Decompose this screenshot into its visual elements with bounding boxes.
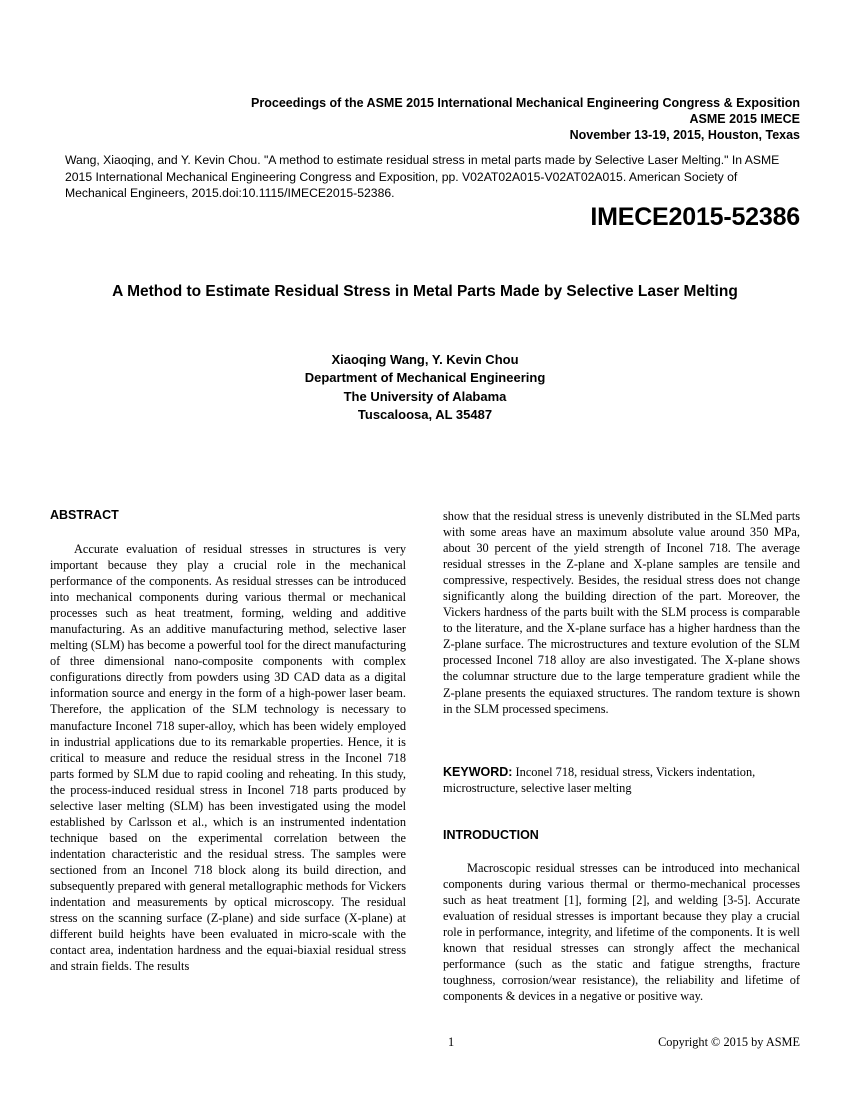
page-number: 1 — [448, 1035, 455, 1049]
keywords — [443, 764, 800, 796]
copyright: Copyright © 2015 by ASME — [658, 1035, 800, 1049]
author-names: Xiaoqing Wang, Y. Kevin Chou — [331, 352, 519, 367]
keywords-label: KEYWORD: — [443, 765, 513, 779]
abstract-body-left — [50, 541, 406, 974]
paper-title: A Method to Estimate Residual Stress in Metal Parts Made by Selective Laser Melting — [112, 283, 738, 300]
proceedings-line-3: November 13-19, 2015, Houston, Texas — [569, 128, 800, 142]
proceedings-line-1: Proceedings of the ASME 2015 International Mechanical Engineering Congress & Exposition — [251, 96, 800, 110]
keywords-text: Inconel 718, residual stress, Vickers indentation, microstructure, selective laser melting — [443, 765, 756, 796]
abstract-paragraph-left: Accurate evaluation of residual stresses in structures is very important because they play a crucial role in the mechanical performance of the components. As residual stresses can be introduced into mechanical components during various thermal or mechanical processes such as heat treatment, forming, welding and additive manufacturing. As an additive manufacturing method, selective laser melting (SLM) has become a powerful tool for the direct manufacturing of three dimensional nano-composite components with complex configurations directly from powders using 3D CAD data as a digital information source and energy in the form of a high-power laser beam. Therefore, the application of the SLM technology is necessary to manufacture Inconel 718 super-alloy, which has been widely employed in industrial applications due to its remarkable properties. Hence, it is critical to measure and reduce the residual stress in the Inconel 718 parts formed by SLM due to rapid cooling and reheating. In this study, the process-induced residual stress in Inconel 718 parts produced by selective laser melting (SLM) has been investigated using the model established by Carlsson et al., which is an instrumented indentation technique based on the experimental correlation between the indentation characteristic and the residual stress. The samples were sectioned from an Inconel 718 block along its build direction, and subsequently prepared with general metallographic methods for Vickers indentation and measurements by optical microscopy. The residual stress on the scanning surface (Z-plane) and side surface (X-plane) at different build heights have been evaluated in micro-scale with the contact area, indentation hardness and the equai-biaxial residual stress and strain fields. The results — [50, 542, 406, 974]
author-university: The University of Alabama — [343, 388, 507, 404]
author-location: Tuscaloosa, AL 35487 — [357, 406, 493, 422]
proceedings-line-2: ASME 2015 IMECE — [689, 112, 800, 126]
abstract-paragraph-right: show that the residual stress is unevenly distributed in the SLMed parts with some areas have an maximum absolute value around 350 MPa, about 30 percent of the yield strength of Inconel 718. The average residual stresses in the Z-plane and X-plane samples are tensile and compressive, respectively. Besides, the residual stress does not change significantly along the building direction of the part. Moreover, the Vickers hardness of the parts built with the SLM process is comparable to the literature, and the X-plane surface has a higher hardness than the Z-plane surface. The microstructures and texture evolution of the SLM processed Inconel 718 alloy are also investigated. The X-plane shows the columnar structure due to the large temperature gradient while the Z-plane presents the equiaxed structures. The random texture is shown in the SLM processed specimens. — [443, 509, 800, 716]
author-department: Department of Mechanical Engineering — [304, 370, 546, 386]
abstract-body-right — [443, 508, 800, 717]
paper-id: IMECE2015-52386 — [590, 203, 800, 231]
introduction-body — [443, 860, 800, 1004]
introduction-paragraph: Macroscopic residual stresses can be introduced into mechanical components during various thermal or thermo-mechanical processes such as heat treatment [1], forming [2], and welding [3-5]. Accurate evaluation of residual stresses is important because they play a crucial role in performance, integrity, and lifetime of the components. It is well known that residual stresses can strongly affect the mechanical performance (such as the static and fatigue strengths, fracture toughness, corrosion/wear resistance), the reliability and lifetime of components & devices in a negative or positive way. — [443, 861, 800, 1004]
author-block — [0, 351, 850, 424]
citation: Wang, Xiaoqing, and Y. Kevin Chou. "A method to estimate residual stress in metal parts made by Selective Laser Melting." In ASME 2015 International Mechanical Engineering Congress and Exposition, pp. V02AT02A015-V02AT02A015. American Society of Mechanical Engineers, 2015.doi:10.1115/IMECE2015-52386. — [65, 153, 780, 200]
introduction-heading: INTRODUCTION — [443, 828, 539, 842]
abstract-heading: ABSTRACT — [50, 508, 119, 522]
